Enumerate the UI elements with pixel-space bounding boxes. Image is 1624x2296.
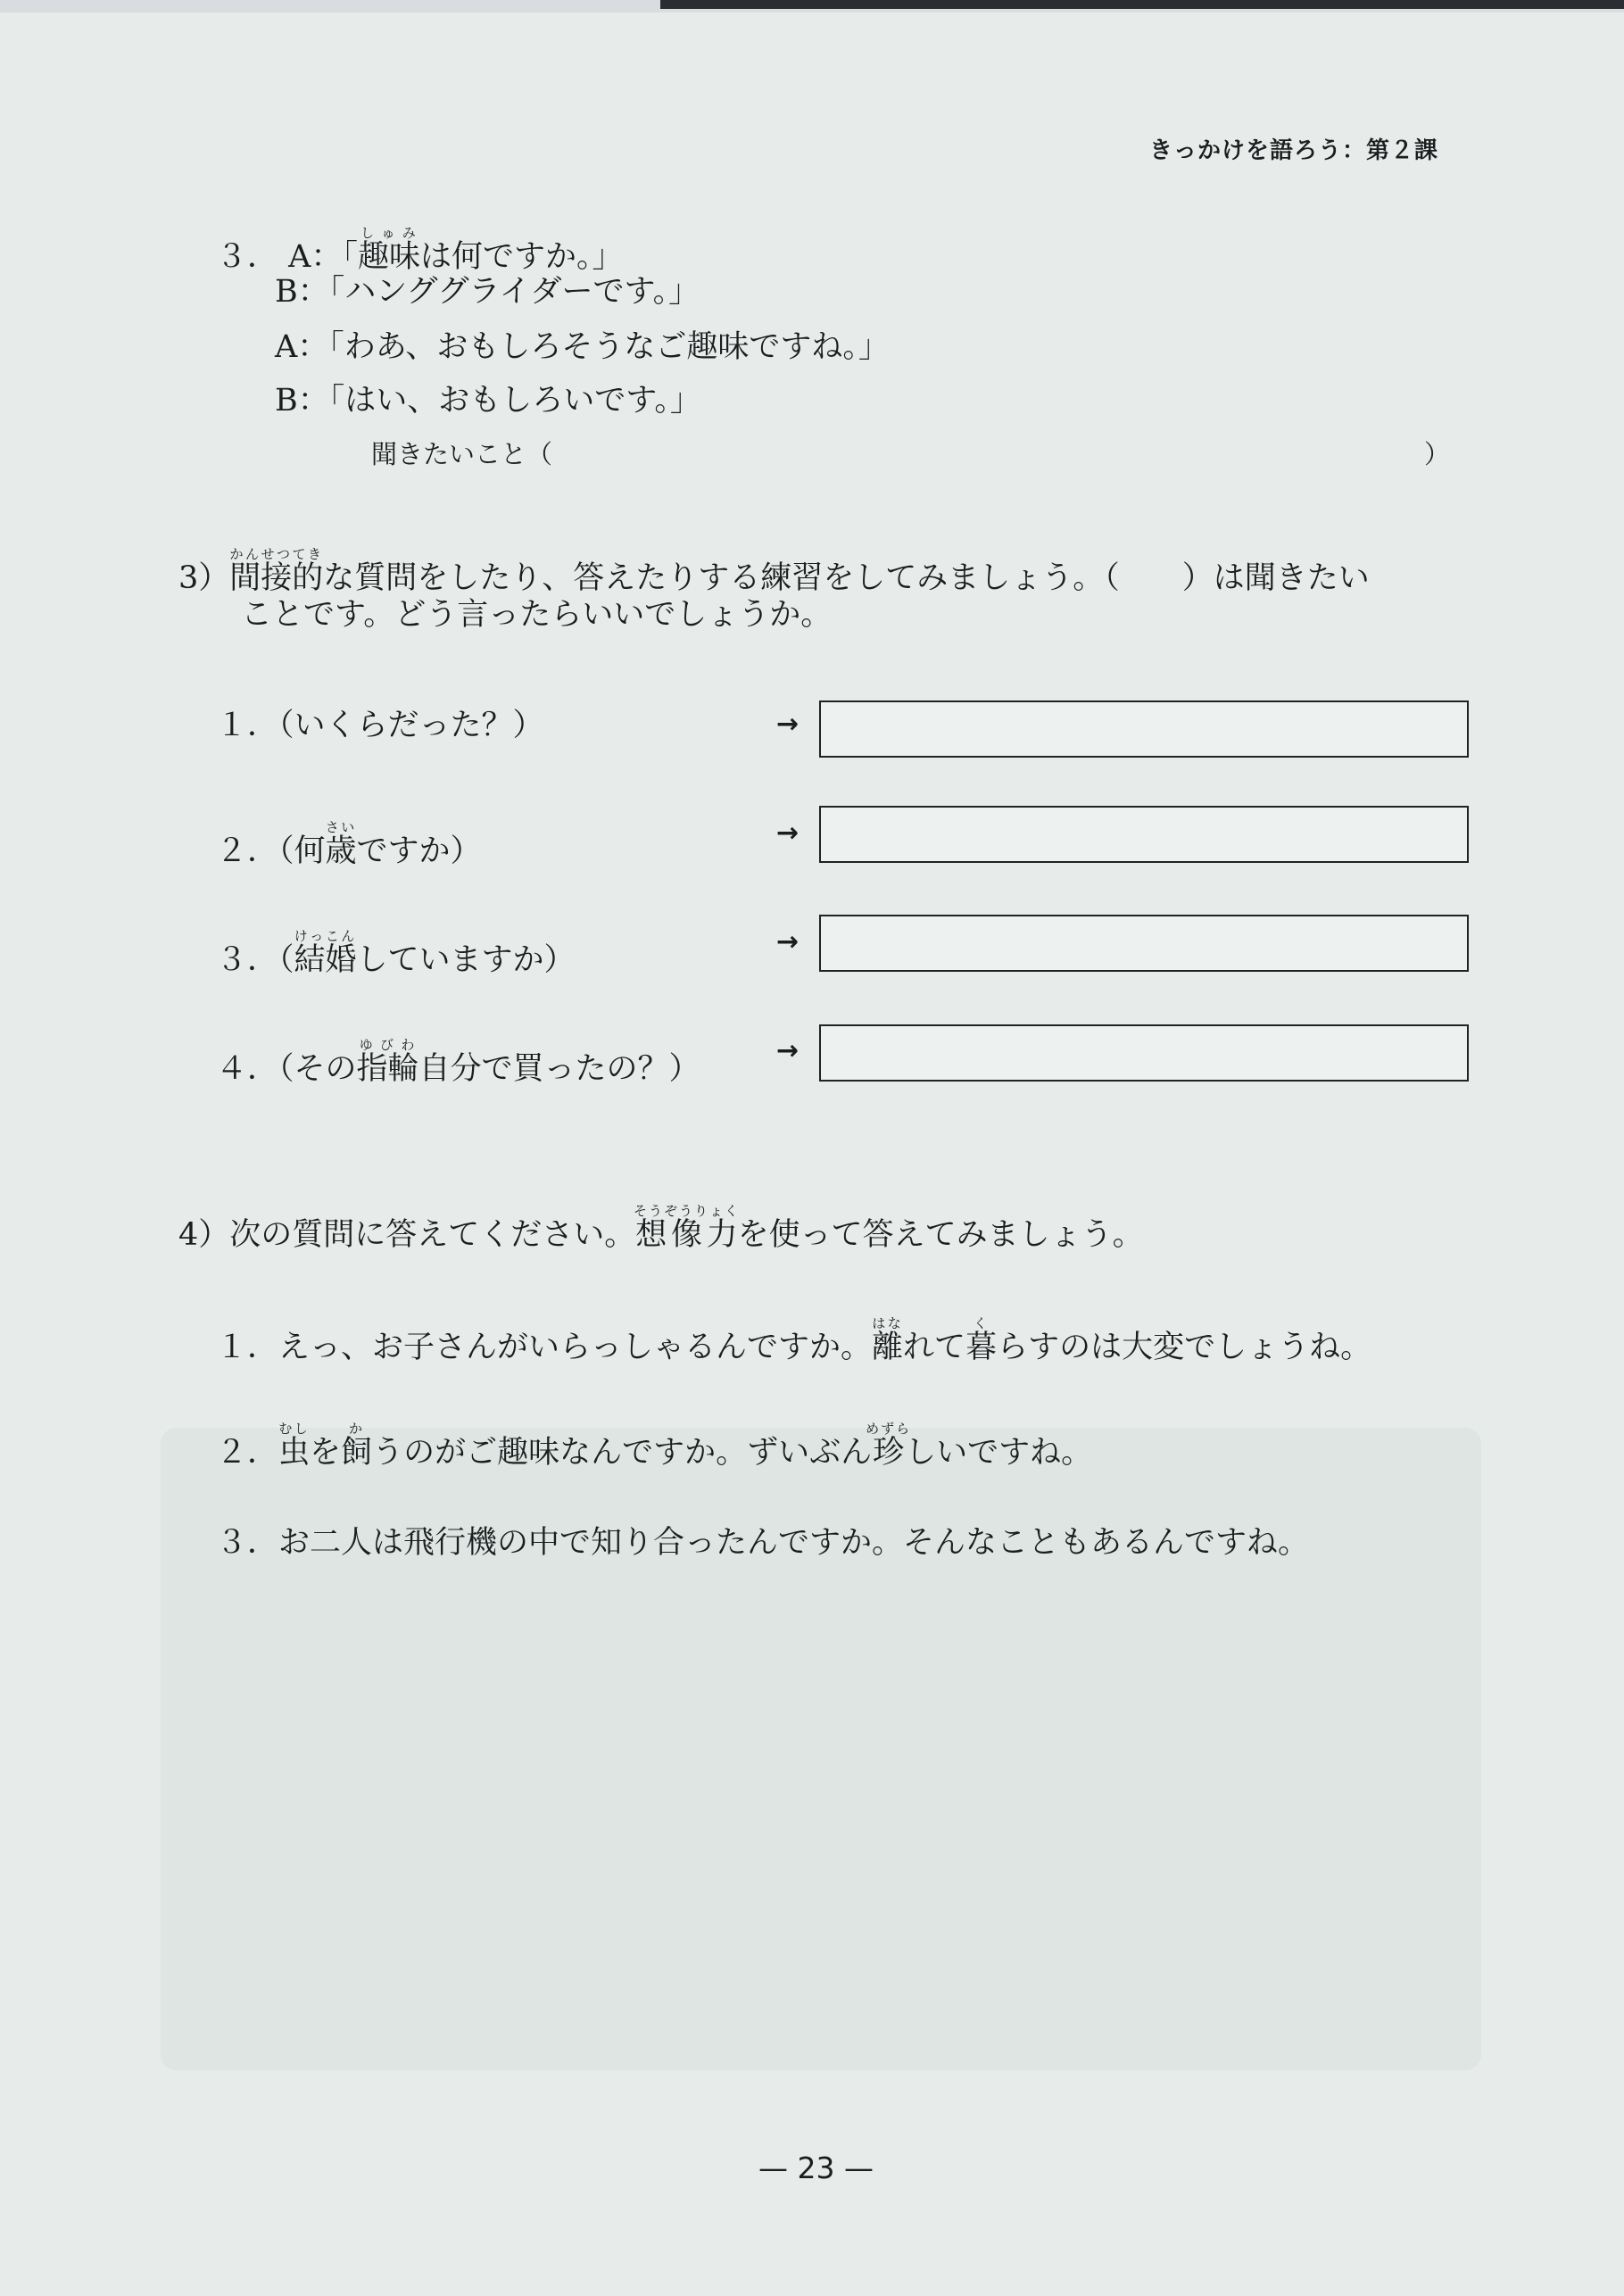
question-item-1: １．えっ、お子さんがいらっしゃるんですか。離はなれて暮くらすのは大変でしょうね。 bbox=[216, 1315, 1372, 1365]
top-edge bbox=[0, 0, 1624, 12]
dialogue-line-2 bbox=[275, 274, 700, 310]
item-number: ３． bbox=[216, 1525, 279, 1561]
exercise-item-2 bbox=[216, 819, 482, 867]
ruby-word: 間接的かんせつてき bbox=[229, 546, 324, 596]
speaker: B： bbox=[275, 383, 329, 419]
ruby-word: 結婚けっこん bbox=[294, 928, 357, 978]
instruction-text: を使って答えてみましょう。 bbox=[737, 1217, 1144, 1253]
answer-box-1[interactable] bbox=[819, 700, 1469, 758]
item-number: ２． bbox=[216, 833, 279, 869]
ask-label: 聞きたいこと（ bbox=[371, 439, 553, 469]
exercise-item-4 bbox=[216, 1037, 700, 1085]
section4-instruction bbox=[178, 1203, 1144, 1251]
dialogue-number: ３． bbox=[216, 239, 279, 275]
answer-box-3[interactable] bbox=[819, 915, 1469, 972]
answer-box-2[interactable] bbox=[819, 806, 1469, 863]
arrow-icon: → bbox=[776, 926, 800, 957]
speaker: B： bbox=[275, 274, 329, 310]
item-number: １． bbox=[216, 708, 279, 743]
item-text: （いくらだった？） bbox=[278, 708, 544, 743]
item-text: ですか） bbox=[356, 833, 482, 869]
ruby-word: 珍めずら bbox=[866, 1421, 912, 1471]
dialogue-line-1 bbox=[216, 225, 623, 273]
dialogue-line-3 bbox=[275, 329, 890, 365]
ruby-word: 飼か bbox=[341, 1421, 373, 1471]
exercise-item-1 bbox=[216, 710, 544, 742]
item-text: （その bbox=[278, 1051, 357, 1087]
arrow-icon: → bbox=[776, 709, 800, 740]
item-text: していますか） bbox=[356, 942, 576, 978]
arrow-icon: → bbox=[776, 817, 800, 849]
instruction-text: 次の質問に答えてください。 bbox=[229, 1217, 636, 1253]
section-number: 3） bbox=[178, 560, 230, 596]
section3-instruction-line1 bbox=[178, 546, 1370, 594]
item-number: ３． bbox=[216, 942, 279, 978]
section3-instruction-line2: ことです。どう言ったらいいでしょうか。 bbox=[241, 597, 833, 633]
item-number: １． bbox=[216, 1330, 279, 1365]
question-item-2: ２．虫むしを飼かうのがご趣味なんですか。ずいぶん珍めずらしいですね。 bbox=[216, 1421, 1093, 1471]
dialogue-text: は何ですか。」 bbox=[419, 239, 624, 275]
ruby-word: 歳さい bbox=[325, 819, 357, 869]
ruby-word: 趣味しゅみ bbox=[357, 225, 420, 275]
ruby-word: 離はな bbox=[872, 1315, 904, 1365]
item-text: （何 bbox=[278, 833, 326, 869]
quote-open: 「 bbox=[342, 239, 358, 275]
dialogue-text: 「わあ、おもしろそうなご趣味ですね。」 bbox=[328, 329, 890, 365]
top-edge-shadow bbox=[660, 0, 1624, 9]
dialogue-text: 「はい、おもしろいです。」 bbox=[328, 383, 701, 419]
answer-box-4[interactable] bbox=[819, 1024, 1469, 1082]
dialogue-text: 「ハンググライダーです。」 bbox=[328, 274, 700, 310]
speaker: A： bbox=[288, 239, 343, 275]
item-number: ２． bbox=[216, 1435, 279, 1471]
exercise-item-3 bbox=[216, 928, 576, 976]
page-header: きっかけを語ろう：第２課 bbox=[1149, 137, 1439, 164]
page-number: — 23 — bbox=[758, 2151, 874, 2185]
section-number: 4） bbox=[178, 1217, 230, 1253]
ask-close: ） bbox=[1424, 439, 1451, 469]
item-number: ４． bbox=[216, 1051, 279, 1087]
ruby-word: 虫むし bbox=[278, 1421, 311, 1471]
background-panel bbox=[161, 1421, 1481, 2070]
question-item-3: ３．お二人は飛行機の中で知り合ったんですか。そんなこともあるんですね。 bbox=[216, 1525, 1310, 1561]
item-text: 自分で買ったの？） bbox=[418, 1051, 700, 1087]
ruby-word: 想像力そうぞうりょく bbox=[633, 1203, 740, 1253]
arrow-icon: → bbox=[776, 1035, 800, 1066]
ruby-word: 暮く bbox=[965, 1315, 998, 1365]
dialogue-line-4 bbox=[275, 385, 701, 417]
item-text: （ bbox=[278, 942, 294, 978]
speaker: A： bbox=[275, 329, 329, 365]
ruby-word: 指輪ゆびわ bbox=[356, 1037, 419, 1087]
instruction-text: な質問をしたり、答えたりする練習をしてみましょう。（ ）は聞きたい bbox=[323, 560, 1370, 596]
